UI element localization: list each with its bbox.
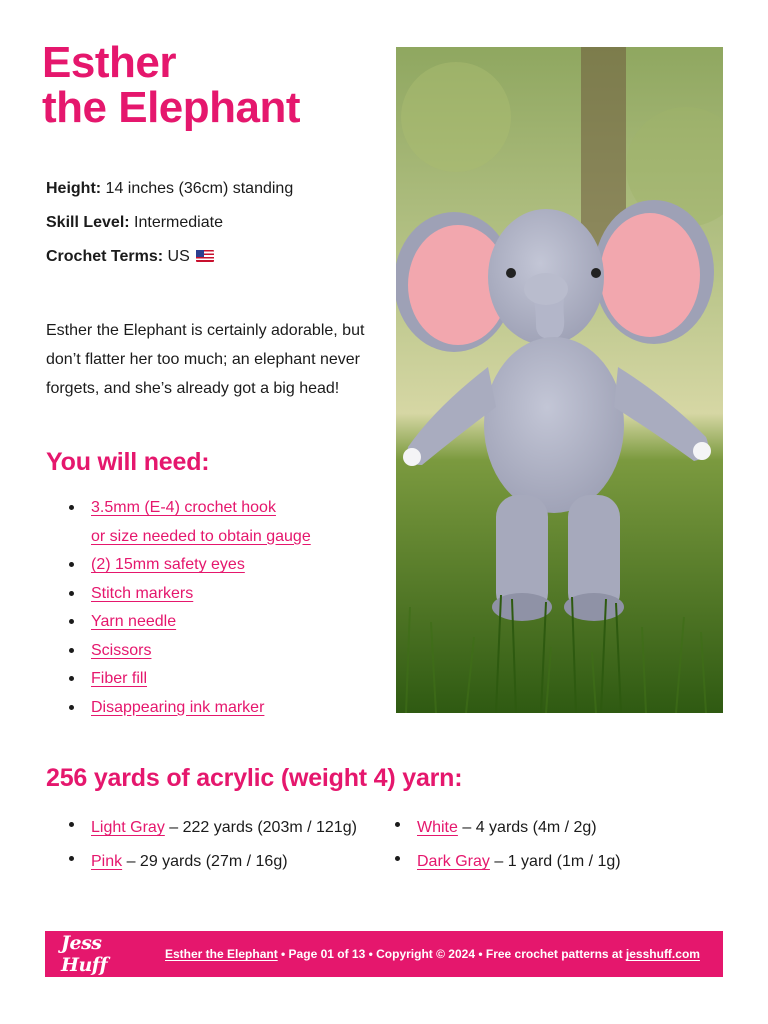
dark-gray-yarn-link[interactable]: Dark Gray — [417, 853, 490, 870]
footer-text — [165, 947, 700, 961]
materials-heading: You will need: — [46, 448, 210, 476]
list-item — [46, 608, 311, 637]
list-item — [46, 845, 357, 879]
yarn-heading: 256 yards of acrylic (weight 4) yarn: — [46, 764, 463, 792]
title-line-1: Esther — [42, 38, 176, 87]
title-line-2: the Elephant — [42, 83, 301, 132]
height-value: 14 inches (36cm) standing — [101, 180, 294, 197]
yarn-list-right — [372, 811, 621, 879]
fiber-fill-link[interactable]: Fiber fill — [91, 670, 148, 687]
list-item — [46, 694, 311, 723]
list-item — [372, 811, 621, 845]
us-flag-icon — [196, 250, 214, 262]
scissors-link[interactable]: Scissors — [91, 641, 152, 659]
terms-row — [46, 246, 293, 280]
list-item — [46, 494, 311, 551]
elephant-photo — [396, 47, 723, 713]
list-item — [46, 551, 311, 580]
yarn-needle-link[interactable]: Yarn needle — [91, 613, 177, 630]
brand-logo: Jess Huff — [61, 932, 108, 976]
yarn-list-left — [46, 811, 357, 879]
pattern-description: Esther the Elephant is certainly adorable, but don’t flatter her too much; an elephant never forgets, and she’s already got a big head! — [46, 322, 365, 397]
pink-yarn-link[interactable]: Pink — [91, 853, 123, 870]
list-item — [46, 580, 311, 609]
materials-list — [46, 494, 311, 722]
list-item — [46, 665, 311, 694]
stitch-markers-link[interactable]: Stitch markers — [91, 584, 194, 602]
footer-pattern-link[interactable]: Esther the Elephant — [165, 947, 278, 961]
footer-site-link[interactable]: jesshuff.com — [625, 947, 700, 961]
yarn-amount: – 222 yards (203m / 121g) — [164, 819, 357, 836]
crochet-hook-link[interactable]: 3.5mm (E-4) crochet hook or size needed to obtain gauge — [91, 499, 311, 545]
terms-value: US — [163, 248, 190, 265]
height-row — [46, 178, 293, 212]
skill-label: Skill Level: — [46, 214, 130, 231]
pattern-title — [42, 40, 300, 130]
yarn-amount: – 29 yards (27m / 16g) — [122, 853, 288, 870]
yarn-amount: – 1 yard (1m / 1g) — [489, 853, 621, 870]
light-gray-yarn-link[interactable]: Light Gray — [91, 819, 165, 836]
height-label: Height: — [46, 180, 102, 197]
safety-eyes-link[interactable]: (2) 15mm safety eyes — [91, 556, 245, 573]
page-footer — [45, 931, 723, 977]
list-item — [46, 811, 357, 845]
skill-value: Intermediate — [129, 214, 223, 231]
terms-label: Crochet Terms: — [46, 248, 164, 265]
skill-row — [46, 212, 293, 246]
ink-marker-link[interactable]: Disappearing ink marker — [91, 698, 265, 716]
list-item — [46, 637, 311, 666]
footer-page-info: • Page 01 of 13 • Copyright © 2024 • Free crochet patterns at — [277, 947, 626, 961]
white-yarn-link[interactable]: White — [417, 819, 458, 836]
list-item — [372, 845, 621, 879]
pattern-meta — [46, 178, 293, 280]
yarn-amount: – 4 yards (4m / 2g) — [457, 819, 597, 836]
